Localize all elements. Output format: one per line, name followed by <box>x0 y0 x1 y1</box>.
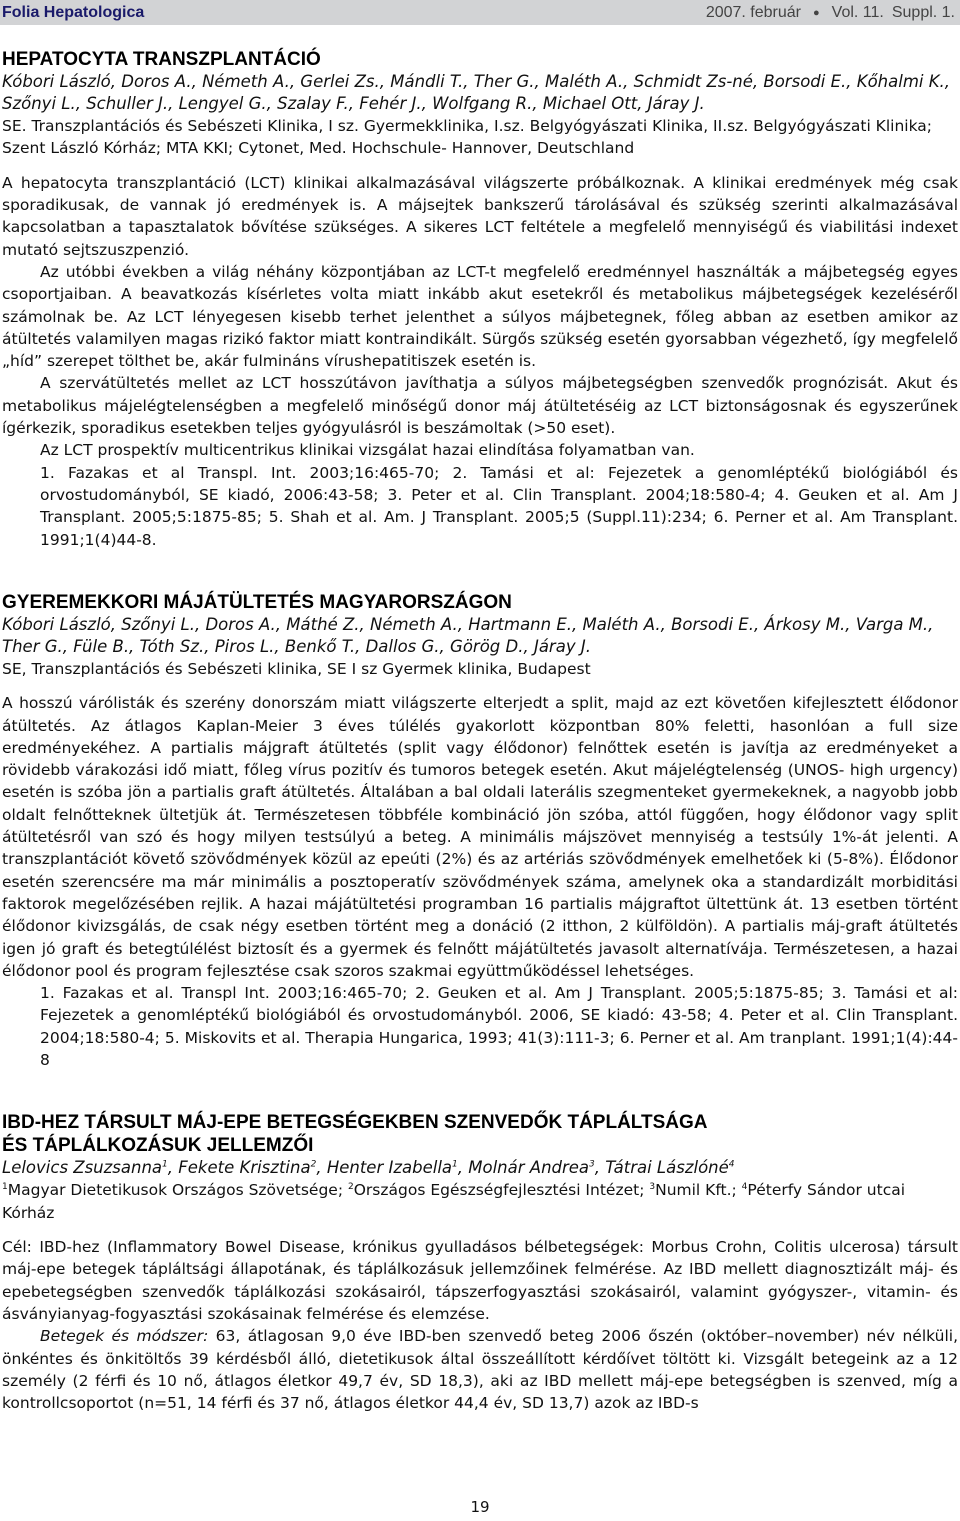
affil-sup: 4 <box>741 1182 748 1193</box>
running-header <box>0 0 960 25</box>
paragraph: A hosszú várólisták és szerény donorszám miatt világszerte elterjedt a split, majd az ezt követően kifejlesztett élődonor átültetés. Az átlagos Kaplan-Meier 3 éves túlélés gyakorlott központban 80% feletti, hasonlóan a full size eredményekéhez. A partialis májgraft átültetés (split vagy élődonor) felnőttek esetén is javítja az eredményeket a rövidebb várakozási idő miatt, főleg vírus pozitív és tumoros betegek esetén. Akut májelégtelenség (UNOS- high urgency) esetén is szóba jön a partialis graft átültetés. Általában a bal oldali laterális szegmenteket gyermekeknek, a nagyobb jobb oldalt felnőtteknek ültetjük át. Természetesen többféle kombináció jön szóba, attól függően, hogy élődonor vagy split átültetésről van szó és hogy milyen testsúlyú a beteg. A minimális májszövet mennyiség a testsúly 1%-át jelenti. A transzplantációt követő szövődmények közül az epeúti (2%) és az artériás szövődmények emelhetőek ki (5-8%). Élődonor esetén szerencsére ma már minimális a posztoperatív szövődmények száma, amelynek oka a standardizált morbiditási faktorok megelőzésében rejlik. A hazai májátültetési programban 16 partialis májgraftot ültettünk át. 13 esetben történt élődonor kivizsgálás, de csak négy esetben történt meg a donáció (2 itthon, 2 külföldön). A partialis máj-graft átültetés igen jó graft és betegtúlélést biztosít és a gyermek és felnőtt májátültetés javasolt alternatívája. Természetesen, a hazai élődonor pool és program fejlesztése csak szoros szakmai együttműködéssel lehetséges. <box>2 694 958 980</box>
section-title: GYEREMEKKORI MÁJÁTÜLTETÉS MAGYARORSZÁGON <box>2 591 512 613</box>
page-number: 19 <box>470 1498 490 1516</box>
author-name: Fekete Krisztina <box>178 1158 311 1178</box>
author-sup: 2 <box>310 1159 317 1170</box>
bullet-icon: ● <box>813 6 820 19</box>
affil-sup: 1 <box>2 1182 8 1193</box>
paragraph: A szervátültetés mellet az LCT hosszútávon javíthatja a súlyos májbetegségben szenvedők prognózisát. Akut és metabolikus májelégtelenségben a megfelelő minőségű donor máj átültetéséig az LCT biztonságosnak és egyszerűnek ígérkezik, sporadikus esetekben teljes gyógyulásról is beszámoltak (>50 eset). <box>2 374 958 438</box>
page-content <box>0 34 958 1415</box>
references: 1. Fazakas et al Transpl. Int. 2003;16:465-70; 2. Tamási et al: Fejezetek a genomléptékű biológiából és orvostudományból, SE kiadó, 2006:43-58; 3. Peter et al. Clin Transplant. 2004;18:580-4; 4. Geuken et al. Am J Transplant. 2005;5:1875-85; 5. Shah et al. Am. J Transplant. 2005;5 (Suppl.11):234; 6. Perner et al. Am Transplant. 1991;1(4)44-8. <box>40 463 958 549</box>
author-name: Tátrai Lászlóné <box>605 1158 729 1178</box>
affiliation: SE. Transzplantációs és Sebészeti Klinika, I sz. Gyermekklinika, I.sz. Belgyógyászati Klinika, II.sz. Belgyógyászati Klinika; Szent László Kórház; MTA KKI; Cytonet, Med. Hochschule- Hannover, Deutschland <box>2 117 933 158</box>
reference-list <box>2 462 958 551</box>
journal-name: Folia Hepatologica <box>2 3 145 21</box>
affil-name: Magyar Dietetikusok Országos Szövetsége <box>7 1181 338 1200</box>
affil-name: Országos Egészségfejlesztési Intézet <box>353 1181 640 1200</box>
paragraph: Az utóbbi években a világ néhány központjában az LCT-t megfelelő eredménnyel használták a májbetegség egyes csoportjaiban. A beavatkozás kísérletes volta miatt inkább akut esetekről és metabolikus májbetegségek kezeléséről számolnak be. Az LCT lényegesen kisebb terhet jelenthet a súlyos májbetegnek, főleg abban az esetben amikor az átültetés valamilyen magas rizikó faktor miatt kontraindikált. Sürgős szükség esetén gyorsabban végezhető, így megfelelő „híd” szerepet tölthet be, akár fulmináns vírushepatitiszek esetén is. <box>2 263 958 371</box>
section-title-line: IBD-HEZ TÁRSULT MÁJ-EPE BETEGSÉGEKBEN SZENVEDŐK TÁPLÁLTSÁGA <box>2 1112 708 1134</box>
issue-date: 2007. február <box>705 3 801 21</box>
paragraph-text: 63, átlagosan 9,0 éve IBD-ben szenvedő beteg 2006 őszén (október–november) név nélküli, önkéntes és önkitöltős 39 kérdésből álló, dietetikusok által összeállított kérdőívet töltött ki. Vizsgált betegeink az a 12 személy (2 férfi és 10 nő, átlagos életkor 49,7 év, SD 18,3), aki az IBD mellett máj-epe betegségben is szenved, míg a kontrollcsoportot (n=51, 14 férfi és 37 nő, átlagos életkor 44,4 év, SD 13,7) azok az IBD-s <box>2 1327 958 1413</box>
author-list: Kóbori László, Szőnyi L., Doros A., Máthé Z., Németh A., Hartmann E., Maléth A., Borsodi E., Árkosy M., Varga M., Ther G., Füle B., Tóth Sz., Piros L., Benkő T., Dallos G., Görög D., Járay J. <box>2 614 934 656</box>
abstract-hepatocyta <box>2 48 958 551</box>
affiliation: SE, Transzplantációs és Sebészeti klinika, SE I sz Gyermek klinika, Budapest <box>2 659 591 678</box>
author-sup: 1 <box>452 1159 458 1170</box>
abstract-gyermekkori <box>2 591 958 1071</box>
author-list: Lelovics Zsuzsanna$^1$, Fekete Krisztina$^2$, Henter Izabella$^1$, Molnár Andrea$^3$, Tátrai Lászlóné$^4$ <box>2 1158 735 1178</box>
affil-sup: 2 <box>347 1182 354 1193</box>
section-title <box>2 1111 958 1157</box>
affil-name: Numil Kft. <box>655 1181 732 1200</box>
affiliation: $^1$Magyar Dietetikusok Országos Szövetsége; $^2$Országos Egészségfejlesztési Intézet; $^3$Numil Kft.; $^4$Péterfy Sándor utcai Kórház <box>2 1181 906 1222</box>
section-title: HEPATOCYTA TRANSZPLANTÁCIÓ <box>2 49 321 70</box>
abstract-ibd <box>2 1111 958 1414</box>
author-name: Molnár Andrea <box>468 1158 590 1178</box>
paragraph-lead: Betegek és módszer: <box>40 1327 209 1346</box>
section-title-line: ÉS TÁPLÁLKOZÁSUK JELLEMZŐI <box>2 1135 314 1157</box>
issue-info <box>706 4 960 22</box>
reference-list <box>2 982 958 1071</box>
affil-name: Péterfy Sándor utcai Kórház <box>2 1181 906 1222</box>
author-name: Lelovics Zsuzsanna <box>2 1158 163 1178</box>
issue-volume: Vol. 11. <box>831 3 884 21</box>
paragraph: A hepatocyta transzplantáció (LCT) klinikai alkalmazásával világszerte próbálkoznak. A klinikai eredmények még csak sporadikusak, de vannak jó eredmények is. A májsejtek bankszerű tárolásával és szükség szerinti alkalmazásával kapcsolatban a tapasztalatok bővítése szükséges. A sikeres LCT feltétele a megfelelő mennyiségű és viabilitási indexet mutató sejtszuszpenzió. <box>2 173 958 259</box>
references: 1. Fazakas et al. Transpl Int. 2003;16:465-70; 2. Geuken et al. Am J Transplant. 2005;5:1875-85; 3. Tamási et al: Fejezetek a genomléptékű biológiából és orvostudományból. 2006, SE kiadó: 43-58; 4. Peter et al. Clin Transplant. 2004;18:580-4; 5. Miskovits et al. Therapia Hungarica, 1993; 41(3):111-3; 6. Perner et al. Am tranplant. 1991;1(4):44-8 <box>40 984 958 1070</box>
paragraph <box>2 1325 958 1414</box>
paragraph: Az LCT prospektív multicentrikus klinikai vizsgálat hazai elindítása folyamatban van. <box>40 441 695 460</box>
author-name: Henter Izabella <box>326 1158 453 1178</box>
author-list: Kóbori László, Doros A., Németh A., Gerlei Zs., Mándli T., Ther G., Maléth A., Schmidt Zs-né, Borsodi E., Kőhalmi K., Szőnyi L., Schuller J., Lengyel G., Szalay F., Fehér J., Wolfgang R., Michael Ott, Járay J. <box>2 72 951 113</box>
author-sup: 4 <box>728 1159 735 1170</box>
paragraph: Cél: IBD-hez (Inflammatory Bowel Disease, krónikus gyulladásos bélbetegségek: Morbus Crohn, Colitis ulcerosa) társult máj-epe betegek tápláltsági állapotának, és táplálkozásuk jellemzőinek felmérése. Az IBD mellett diagnosztizált máj- és epebetegségben szenvedők táplálkozási szokásairól, tápszerfogyasztási szokásairól, valamint gyógyszer-, vitamin- és ásványianyag-fogyasztási szokásainak felmérése és elemzése. <box>2 1238 958 1324</box>
issue-suppl: Suppl. 1. <box>891 3 955 21</box>
author-sup: 3 <box>589 1159 595 1170</box>
affil-sup: 3 <box>649 1182 656 1193</box>
author-sup: 1 <box>162 1159 168 1170</box>
